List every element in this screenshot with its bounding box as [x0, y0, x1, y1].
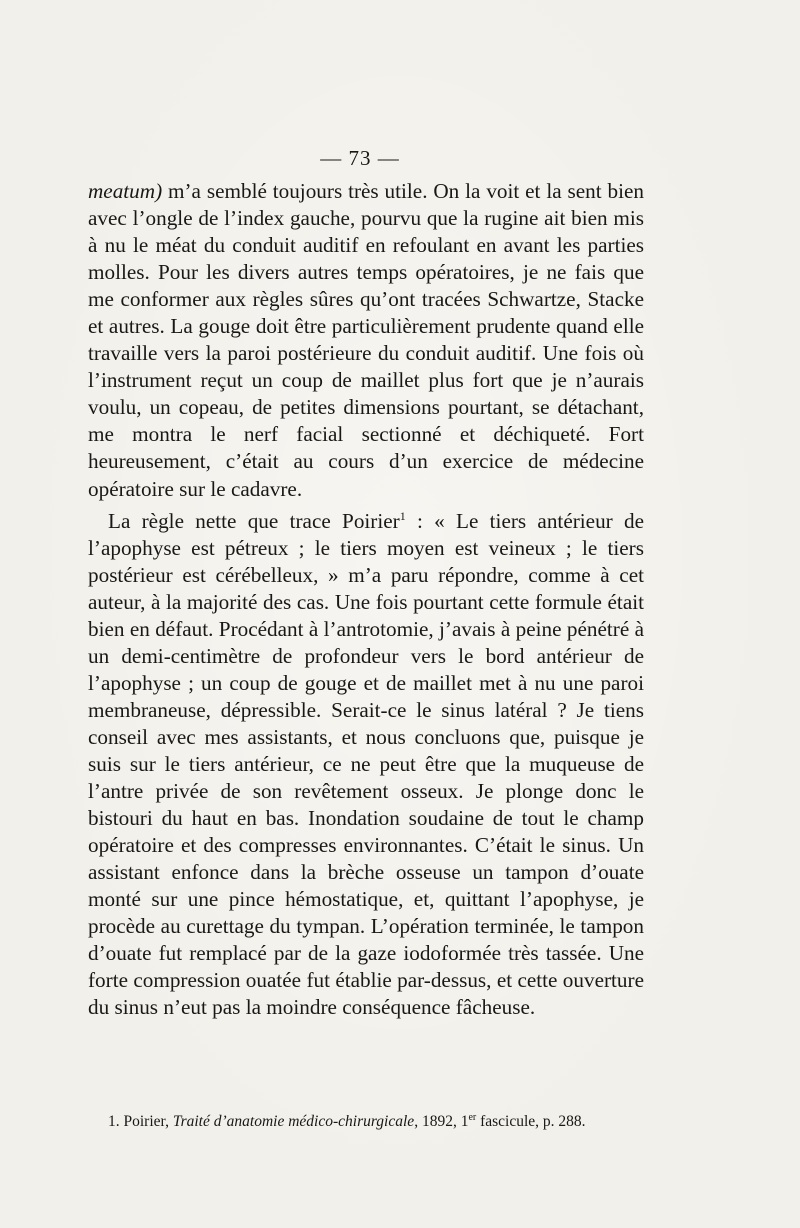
footnote-year: , 1892, — [414, 1113, 461, 1130]
body-text — [88, 178, 644, 1021]
page-number: — 73 — — [320, 146, 400, 170]
footnote-number: 1. — [108, 1113, 120, 1130]
paragraph-2 — [88, 508, 644, 1022]
paragraph-2-after-ref: : « Le tiers antérieur de l’apophyse est pétreux ; le tiers moyen est veineux ; le tiers postérieur est cérébelleux, » m’a paru répondre, comme à cet auteur, à la majorité des cas. Une fois pourtant cette formule était bien en défaut. Procédant à l’antrotomie, j’avais à peine pénétré à un demi-centimètre de profondeur vers le bord antérieur de l’apophyse ; un coup de gouge et de maillet met à nu une paroi membraneuse, dépressible. Serait-ce le sinus latéral ? Je tiens conseil avec mes assistants, et nous concluons que, puisque je suis sur le tiers antérieur, ce ne peut être que la muqueuse de l’antre privée de son revêtement osseux. Je plonge donc le bistouri du haut en bas. Inondation soudaine de tout le champ opératoire et des compresses environnantes. C’était le sinus. Un assistant enfonce dans la brèche osseuse un tampon d’ouate monté sur une pince hémostatique, et, quittant l’apophyse, je procède au curettage du tympan. L’opération terminée, le tampon d’ouate fut remplacé par de la gaze iodoformée très tassée. Une forte compression ouatée fut établie par-dessus, et cette ouverture du sinus n’eut pas la moindre conséquence fâcheuse. — [88, 508, 644, 1020]
footnote-ordinal: 1 — [460, 1113, 469, 1130]
footnote-title: Traité d’anatomie médico-chirurgicale — [172, 1113, 415, 1130]
paragraph-1-lead: meatum) — [88, 179, 163, 203]
footnote-ordinal-sup: er — [468, 1111, 477, 1123]
footnote — [108, 1112, 668, 1132]
paragraph-1-text: m’a semblé toujours très utile. On la voit et la sent bien avec l’ongle de l’index gauche, pourvu que la rugine ait bien mis à nu le méat du conduit auditif en refoulant en avant les parties molles. Pour les divers autres temps opératoires, je ne fais que me conformer aux règles sûres qu’ont tracées Schwartze, Stacke et autres. La gouge doit être particulièrement prudente quand elle travaille vers la paroi postérieure du conduit auditif. Une fois où l’instrument reçut un coup de maillet plus fort que je n’aurais voulu, un copeau, de petites dimensions pourtant, se détachant, me montra le nerf facial sectionné et déchiqueté. Fort heureusement, c’était au cours d’un exercice de médecine opératoire sur le cadavre. — [88, 179, 644, 501]
footnote-reference: 1 — [399, 508, 406, 523]
paragraph-1 — [88, 178, 644, 503]
footnote-rest: fascicule, p. 288. — [476, 1113, 586, 1130]
footnote-author: Poirier, — [119, 1113, 173, 1130]
paragraph-2-before-ref: La règle nette que trace Poirier — [108, 508, 400, 533]
